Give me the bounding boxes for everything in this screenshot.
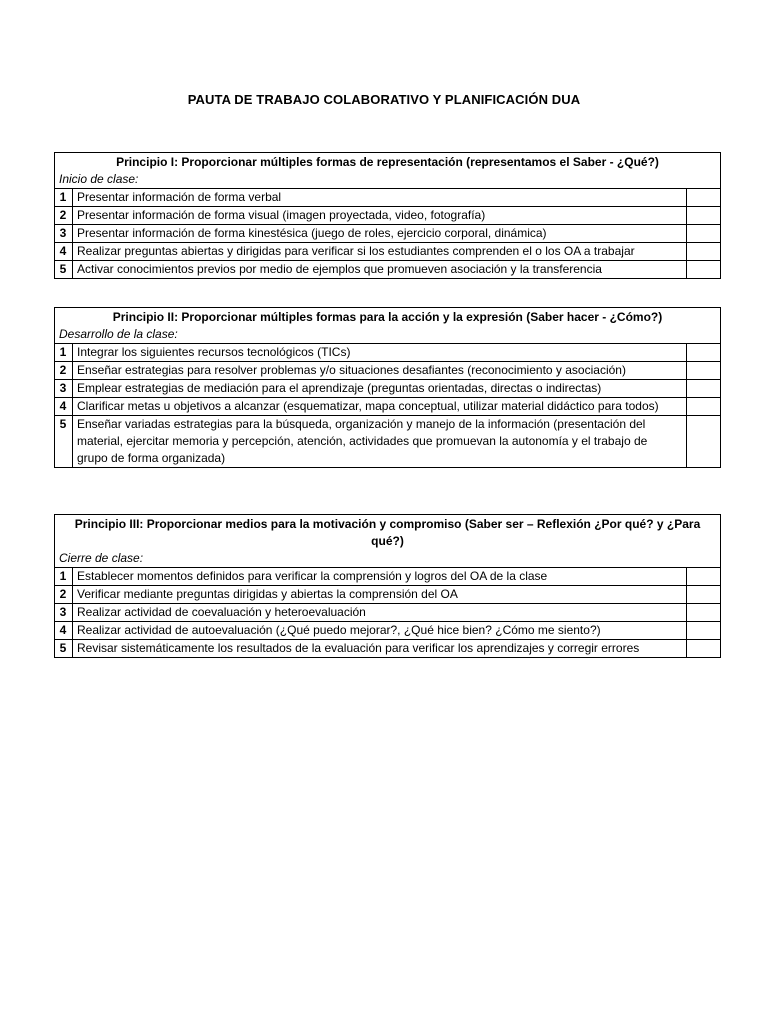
table-row <box>55 622 721 640</box>
item-number: 4 <box>55 243 73 261</box>
item-text: Clarificar metas u objetivos a alcanzar (esquematizar, mapa conceptual, utilizar material didáctico para todos) <box>73 398 687 416</box>
table-row <box>55 189 721 207</box>
item-number: 3 <box>55 225 73 243</box>
check-cell[interactable] <box>687 362 721 380</box>
check-cell[interactable] <box>686 261 720 279</box>
check-cell[interactable] <box>686 225 720 243</box>
principle-2-heading: Principio II: Proporcionar múltiples formas para la acción y la expresión (Saber hacer - ¿Cómo?) <box>55 308 721 327</box>
table-row <box>55 344 721 362</box>
item-number: 4 <box>55 398 73 416</box>
table-row <box>55 640 721 658</box>
item-number: 5 <box>55 640 73 658</box>
item-number: 1 <box>55 189 73 207</box>
item-number: 3 <box>55 380 73 398</box>
table-row <box>55 586 721 604</box>
item-number: 2 <box>55 586 73 604</box>
principle-3-heading: Principio III: Proporcionar medios para la motivación y compromiso (Saber ser – Reflexión ¿Por qué? y ¿Para qué?) <box>55 515 721 551</box>
item-text: Enseñar estrategias para resolver problemas y/o situaciones desafiantes (reconocimiento y asociación) <box>73 362 687 380</box>
principle-3-section <box>54 514 721 658</box>
principle-1-table <box>54 152 721 279</box>
item-text: Presentar información de forma verbal <box>73 189 687 207</box>
check-cell[interactable] <box>686 568 720 586</box>
check-cell[interactable] <box>686 640 720 658</box>
principle-3-table <box>54 514 721 658</box>
table-row <box>55 604 721 622</box>
check-cell[interactable] <box>686 243 720 261</box>
check-cell[interactable] <box>686 207 720 225</box>
check-cell[interactable] <box>687 398 721 416</box>
check-cell[interactable] <box>686 189 720 207</box>
item-number: 2 <box>55 362 73 380</box>
item-text: Emplear estrategias de mediación para el aprendizaje (preguntas orientadas, directas o indirectas) <box>73 380 687 398</box>
item-text: Revisar sistemáticamente los resultados de la evaluación para verificar los aprendizajes y corregir errores <box>73 640 687 658</box>
table-row <box>55 207 721 225</box>
principle-1-section <box>54 152 721 279</box>
table-row <box>55 380 721 398</box>
item-text: Realizar actividad de coevaluación y heteroevaluación <box>73 604 687 622</box>
item-text: Presentar información de forma kinestésica (juego de roles, ejercicio corporal, dinámica) <box>73 225 687 243</box>
item-text: Realizar preguntas abiertas y dirigidas para verificar si los estudiantes comprenden el o los OA a trabajar <box>73 243 687 261</box>
item-number: 2 <box>55 207 73 225</box>
item-text: Activar conocimientos previos por medio de ejemplos que promueven asociación y la transferencia <box>73 261 687 279</box>
item-text: Verificar mediante preguntas dirigidas y abiertas la comprensión del OA <box>73 586 687 604</box>
item-number: 1 <box>55 568 73 586</box>
check-cell[interactable] <box>686 622 720 640</box>
item-number: 1 <box>55 344 73 362</box>
table-row <box>55 261 721 279</box>
check-cell[interactable] <box>687 416 721 468</box>
item-text: Integrar los siguientes recursos tecnológicos (TICs) <box>73 344 687 362</box>
table-row <box>55 398 721 416</box>
principle-2-section <box>54 307 721 468</box>
stage-label: Cierre de clase: <box>55 550 721 568</box>
check-cell[interactable] <box>687 380 721 398</box>
table-row <box>55 416 721 468</box>
table-row <box>55 243 721 261</box>
item-number: 3 <box>55 604 73 622</box>
table-row <box>55 362 721 380</box>
stage-label: Inicio de clase: <box>55 171 721 189</box>
check-cell[interactable] <box>687 344 721 362</box>
item-number: 5 <box>55 416 73 468</box>
item-text: Enseñar variadas estrategias para la búsqueda, organización y manejo de la información (presentación del material, ejercitar memoria y percepción, atención, actividades que promuevan la autonomía y el trabajo de grupo de forma organizada) <box>73 416 687 468</box>
item-text: Presentar información de forma visual (imagen proyectada, video, fotografía) <box>73 207 687 225</box>
check-cell[interactable] <box>686 604 720 622</box>
item-number: 5 <box>55 261 73 279</box>
principle-2-table <box>54 307 721 468</box>
principle-1-heading: Principio I: Proporcionar múltiples formas de representación (representamos el Saber - ¿Qué?) <box>55 153 721 172</box>
stage-label: Desarrollo de la clase: <box>55 326 721 344</box>
item-text: Establecer momentos definidos para verificar la comprensión y logros del OA de la clase <box>73 568 687 586</box>
table-row <box>55 225 721 243</box>
table-row <box>55 568 721 586</box>
item-text: Realizar actividad de autoevaluación (¿Qué puedo mejorar?, ¿Qué hice bien? ¿Cómo me siento?) <box>73 622 687 640</box>
page-title: PAUTA DE TRABAJO COLABORATIVO Y PLANIFICACIÓN DUA <box>187 92 581 107</box>
item-number: 4 <box>55 622 73 640</box>
check-cell[interactable] <box>686 586 720 604</box>
